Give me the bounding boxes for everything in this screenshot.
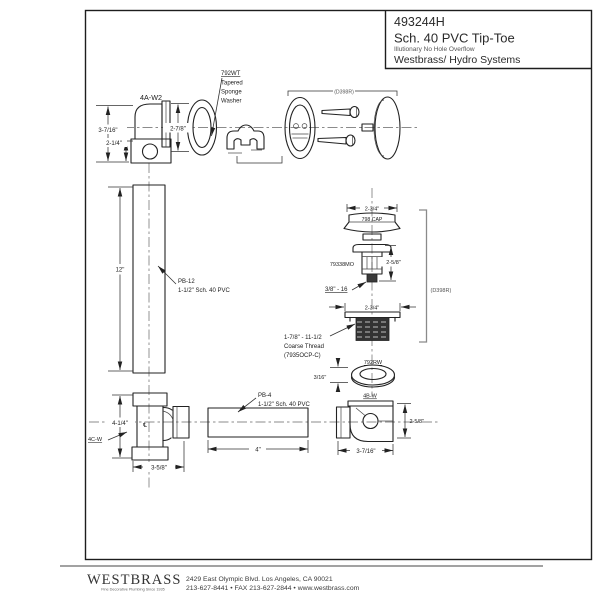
logo-tagline: Fine Decorative Plumbing Since 1935	[101, 587, 165, 592]
centerlines	[89, 128, 438, 489]
brand-name: Westbrass/ Hydro Systems	[394, 54, 521, 66]
stopper-part-label: 79338MO	[329, 262, 354, 268]
footer	[60, 566, 543, 592]
dim-label: 4"	[255, 447, 261, 454]
thread-spec-line: Coarse Thread	[284, 344, 324, 350]
pipe-spec-label: 1-1/2" Sch. 40 PVC	[178, 288, 230, 294]
pipe-part-label: PB-4	[258, 393, 272, 399]
washer-desc-line: Washer	[221, 98, 242, 105]
dim-label: 12"	[115, 267, 125, 274]
washer-part-label: 792WT	[221, 71, 241, 77]
product-name: Sch. 40 PVC Tip-Toe	[394, 30, 515, 46]
drain-flange-drawing	[345, 312, 400, 341]
assembly-ref-label: (D398R)	[334, 89, 354, 96]
pipe-spec-label: 1-1/2" Sch. 40 PVC	[258, 402, 310, 408]
dim-label: 2-5/8"	[409, 419, 424, 425]
washer-desc-line: Tapered	[221, 80, 243, 87]
washer-part-label: 792RW	[363, 360, 383, 366]
overflow-faceplate-drawing	[285, 98, 315, 159]
thread-spec-line: 1-7/8" - 11-1/2	[284, 335, 322, 341]
drain-elbow-drawing	[337, 401, 394, 442]
dim-label: 2-3/4"	[364, 305, 380, 312]
cap-part-label: 798 CAP	[361, 217, 383, 223]
part-number: 493244H	[394, 15, 445, 29]
dim-label: 3/16"	[313, 375, 327, 381]
title-block	[394, 15, 520, 66]
dim-label: 2-1/4"	[106, 141, 122, 147]
stud-thread-label: 3/8" - 16	[325, 287, 348, 293]
gasket-cross-section	[227, 125, 282, 163]
product-subtitle: Illutionary No Hole Overflow	[394, 46, 475, 53]
westbrass-logo: WESTBRASS	[87, 572, 182, 588]
stopper-ref-bracket	[419, 210, 427, 342]
waste-tee-drawing	[132, 393, 189, 460]
assembly-ref-label: (D398R)	[430, 288, 452, 294]
thread-spec-line: (7935OCP-C)	[284, 353, 321, 359]
dim-label: 2-5/8"	[386, 260, 401, 266]
footer-contact: 213-627-8441 • FAX 213-627-2844 • www.westbrass.com	[186, 585, 360, 592]
centerline-mark: ℄	[143, 423, 147, 429]
dim-label: 3-7/16"	[98, 128, 118, 134]
dim-label: 2-3/4"	[364, 206, 380, 213]
pipe-part-label: PB-12	[178, 279, 195, 285]
dim-label: 3-7/16"	[356, 449, 376, 455]
faceplate-screws-drawing	[318, 107, 373, 147]
dim-label: 2-7/8"	[170, 126, 186, 133]
horizontal-pipe-drawing	[208, 408, 308, 437]
washer-desc-line: Sponge	[221, 89, 242, 96]
footer-address: 2429 East Olympic Blvd. Los Angeles, CA 90021	[186, 576, 333, 583]
tee-part-label: 4C-W	[88, 437, 103, 443]
dim-label: 3-5/8"	[151, 465, 167, 472]
rubber-washer-drawing	[352, 365, 395, 387]
dim-label: 4-1/4"	[112, 421, 128, 427]
elbow-part-label: 4A-W2	[140, 93, 162, 102]
overflow-cover-drawing	[374, 97, 400, 159]
elbow-part-label: 4B-W	[363, 393, 377, 400]
